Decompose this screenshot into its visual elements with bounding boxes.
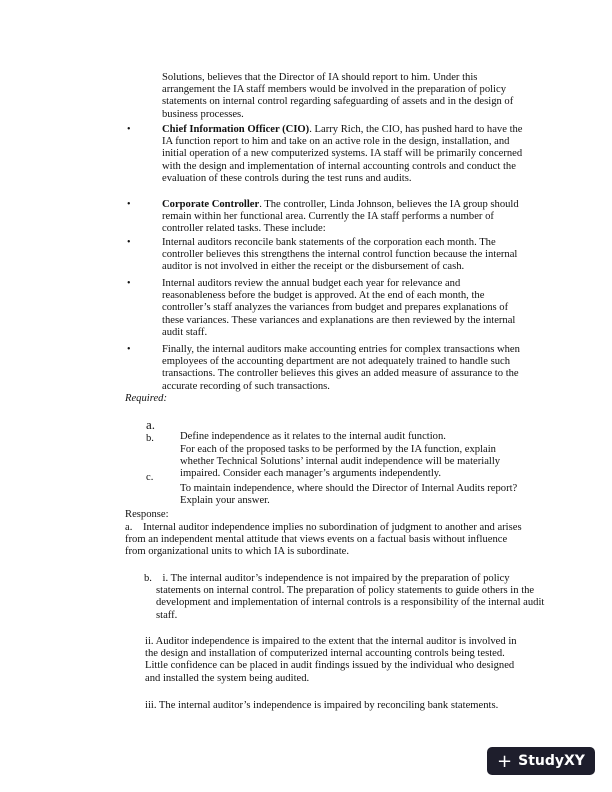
response-a: a. Internal auditor independence implies no subordination of judgment to another and arises from an independent mental attitude that views events on a factual basis without influence from organizational units to which IA is subordinate. — [125, 522, 525, 558]
bullet-title: Corporate Controller — [162, 199, 260, 210]
studyxy-logo — [487, 747, 595, 775]
response-label: Response: — [125, 509, 169, 520]
question-letter: c. — [146, 472, 154, 483]
question-letter: b. — [146, 433, 154, 444]
bullet-marker: • — [127, 124, 131, 135]
response-b-i: b. i. The internal auditor’s independence is not impaired by the preparation of policy statements on internal control. The preparation of policy statements to guide others in the development and implementation of internal controls is a responsibility of the internal audit staff. — [144, 573, 547, 621]
required-label: Required: — [125, 393, 167, 404]
bullet-budget-review: Internal auditors review the annual budget each year for relevance and reasonableness before the budget is approved. At the end of each month, the controller’s staff analyzes the variances from budget and prepares explanations of these variances. These variances and explanations are then reviewed by the internal audit staff. — [162, 278, 516, 338]
question-letter: a. — [146, 417, 156, 432]
plus-icon: + — [497, 750, 513, 772]
bullet-marker: • — [127, 237, 131, 248]
intro-continuation: Solutions, believes that the Director of IA should report to him. Under this arrangement the IA staff members would be involved in the preparation of policy statements on internal control regarding safeguarding of assets and in the design of business processes. — [162, 72, 514, 120]
bullet-controller — [162, 199, 524, 236]
bullet-title: Chief Information Officer (CIO) — [162, 124, 310, 135]
question-c: To maintain independence, where should the Director of Internal Audits report? Explain your answer. — [180, 482, 518, 506]
bullet-cio — [162, 124, 524, 185]
bullet-marker: • — [127, 344, 131, 355]
bullet-marker: • — [127, 278, 131, 289]
question-a: Define independence as it relates to the internal audit function. — [180, 430, 446, 442]
question-b: For each of the proposed tasks to be performed by the IA function, explain whether Technical Solutions’ internal audit independence will be materially impaired. Consider each manager’s arguments independently. — [180, 443, 501, 479]
bullet-accounting-entries: Finally, the internal auditors make accounting entries for complex transactions when employees of the accounting department are not adequately trained to handle such transactions. The controller believes this gives an added measure of assurance to the accurate recording of such transactions. — [162, 344, 520, 392]
bullet-text: . The controller, Linda Johnson, believes the IA group should remain within her functional area. Currently the IA staff performs a number of controller related tasks. These include: — [162, 199, 519, 235]
response-b-iii: iii. The internal auditor’s independence is impaired by reconciling bank statements. — [145, 700, 499, 711]
bullet-text: . Larry Rich, the CIO, has pushed hard to have the IA function report to him and take on an active role in the design, installation, and initial operation of a new computerized systems. IA staff will be primarily concerned with the design and implementation of internal accounting controls and conduct the evaluation of these controls during the test runs and audits. — [162, 124, 523, 184]
response-b-ii: ii. Auditor independence is impaired to the extent that the internal auditor is involved in the design and installation of computerized internal accounting controls being tested. Little confidence can be placed in audit findings issued by the individual who designed and installed the system being audited. — [145, 636, 517, 684]
logo-text: StudyXY — [518, 753, 585, 769]
bullet-marker: • — [127, 199, 131, 210]
bullet-bank-reconcile: Internal auditors reconcile bank statements of the corporation each month. The controller believes this strengthens the internal control function because the internal auditor is not involved in either the receipt or the disbursement of cash. — [162, 237, 518, 273]
